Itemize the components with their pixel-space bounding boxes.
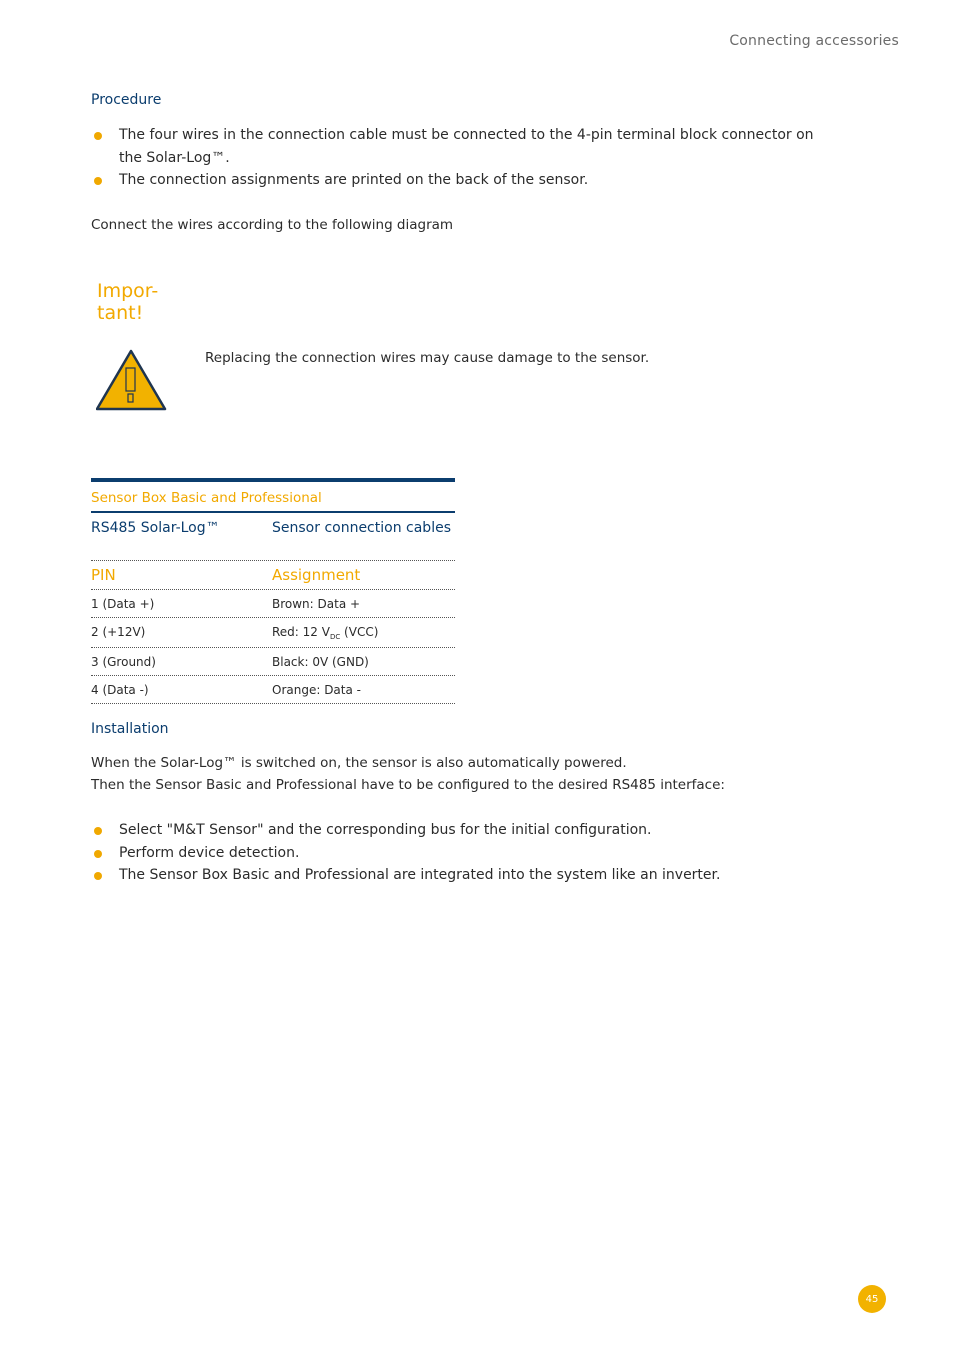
subheader-cell: Assignment (272, 566, 361, 584)
list-item: The connection assignments are printed on the back of the sensor. (91, 169, 831, 192)
bullet-dot-icon (94, 177, 102, 185)
assignment-cell: Black: 0V (GND) (272, 655, 369, 669)
installation-bullets (91, 819, 831, 887)
header-cell: Sensor connection cables (272, 520, 451, 536)
page-number-badge: 45 (858, 1285, 886, 1313)
important-heading: Impor- tant! (97, 280, 159, 324)
table-header-row (91, 513, 455, 561)
connect-instructions: Connect the wires according to the following diagram (91, 217, 454, 233)
list-item: The four wires in the connection cable must be connected to the 4-pin terminal block connector on the Solar-Log™. (91, 124, 831, 169)
installation-paragraph: When the Solar-Log™ is switched on, the sensor is also automatically powered. Then the Sensor Basic and Professional have to be configured to the desired RS485 interface: (91, 755, 725, 793)
list-item: The Sensor Box Basic and Professional are integrated into the system like an inverter. (91, 864, 831, 887)
bullet-dot-icon (94, 132, 102, 140)
table-row (91, 648, 455, 676)
procedure-title: Procedure (91, 92, 162, 108)
pin-cell: 3 (Ground) (91, 655, 156, 669)
pin-cell: 1 (Data +) (91, 597, 155, 611)
list-item: Perform device detection. (91, 842, 831, 865)
bullet-dot-icon (94, 827, 102, 835)
pin-cell: 2 (+12V) (91, 625, 146, 639)
table-caption: Sensor Box Basic and Professional (91, 490, 322, 506)
page-header: Connecting accessories (729, 33, 899, 49)
bullet-dot-icon (94, 872, 102, 880)
warning-triangle-icon (96, 348, 168, 412)
assignment-cell: Brown: Data + (272, 597, 361, 611)
sensor-connection-table (91, 478, 455, 704)
installation-title: Installation (91, 721, 169, 737)
assignment-cell: Orange: Data - (272, 683, 361, 697)
header-cell: RS485 Solar-Log™ (91, 520, 220, 536)
procedure-bullets (91, 124, 831, 192)
table-row (91, 590, 455, 618)
table-subheader-row (91, 561, 455, 590)
pin-cell: 4 (Data -) (91, 683, 149, 697)
table-row (91, 618, 455, 648)
assignment-cell: Red: 12 $V_{DC}$ (VCC) (272, 625, 379, 641)
table-row (91, 676, 455, 704)
bullet-dot-icon (94, 850, 102, 858)
subheader-cell: PIN (91, 566, 116, 584)
warning-text: Replacing the connection wires may cause damage to the sensor. (205, 350, 650, 366)
list-item: Select "M&T Sensor" and the corresponding bus for the initial configuration. (91, 819, 831, 842)
